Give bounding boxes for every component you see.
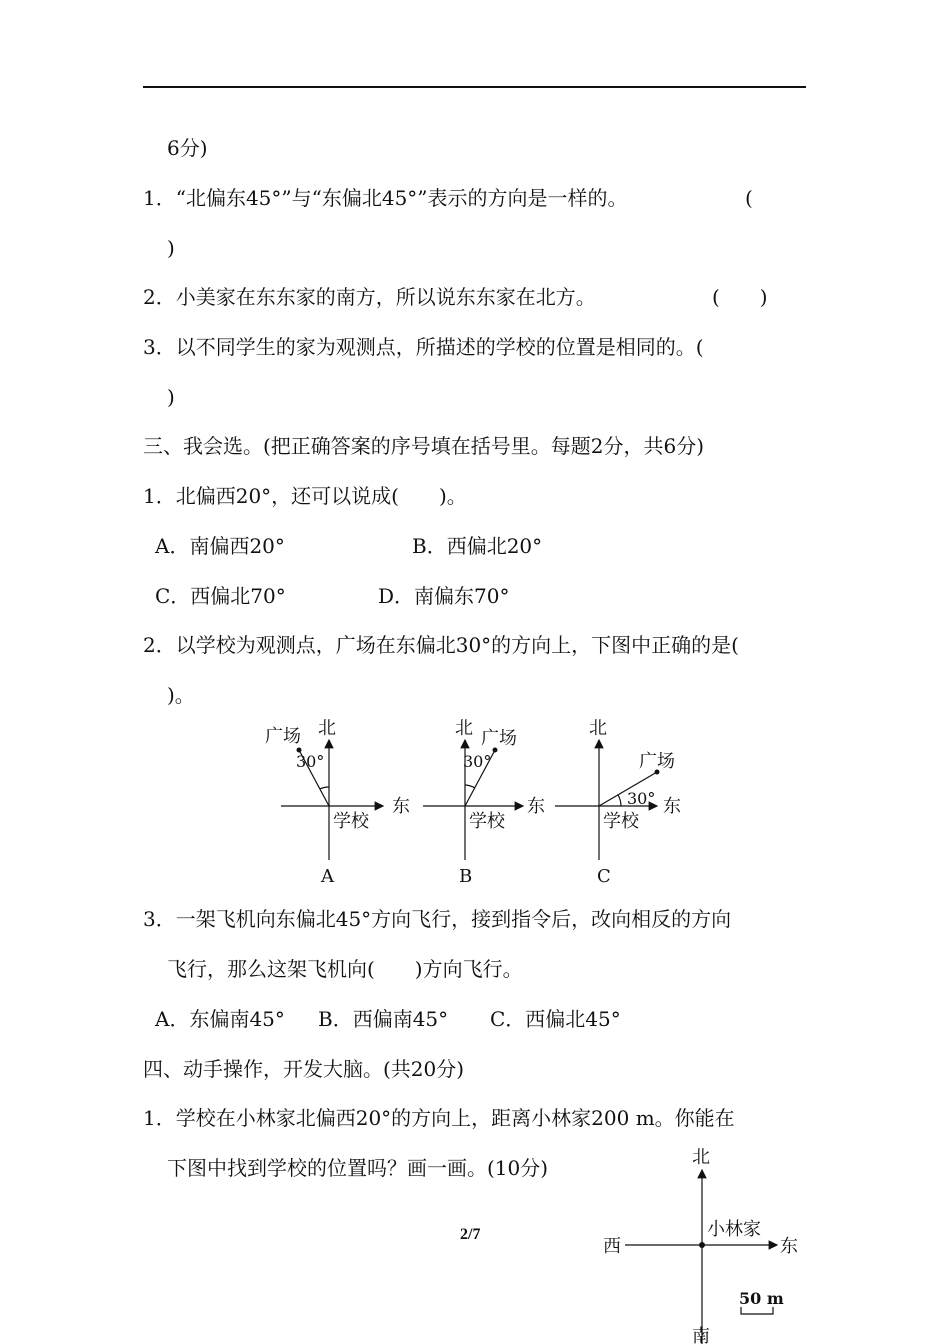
home-direction-map [595, 1140, 820, 1344]
diagram-b-north-label: 北 [455, 718, 473, 739]
map-south-label: 南 [692, 1326, 710, 1344]
diagram-a-square-label: 广场 [265, 726, 301, 747]
option-a: A．南偏西20° [155, 534, 285, 558]
option-c: C．西偏北70° [155, 584, 286, 608]
judge-question-1: 1．“北偏东45°”与“东偏北45°”表示的方向是一样的。 [143, 186, 628, 210]
diagram-b-angle-label: 30° [463, 752, 492, 771]
diagram-c-letter: C [597, 866, 611, 887]
choice-question-3-cont: 飞行，那么这架飞机向( )方向飞行。 [167, 957, 523, 981]
map-west-label: 西 [603, 1236, 621, 1257]
header-rule [143, 86, 806, 88]
choice-question-3: 3．一架飞机向东偏北45°方向飞行，接到指令后，改向相反的方向 [143, 907, 732, 931]
option-d: D．南偏东70° [378, 584, 510, 608]
drawing-question-1: 1．学校在小林家北偏西20°的方向上，距离小林家200 m。你能在 [143, 1106, 735, 1130]
diagram-c-angle-arc [618, 795, 621, 806]
home-label: 小林家 [707, 1219, 761, 1240]
diagram-c-square-label: 广场 [639, 751, 675, 772]
diagram-a-angle-arc [320, 787, 329, 789]
diagram-a-letter: A [321, 866, 334, 887]
diagram-c-school-label: 学校 [603, 811, 639, 832]
choice-question-2: 2．以学校为观测点，广场在东偏北30°的方向上，下图中正确的是( [143, 633, 739, 657]
option-b: B．西偏南45° [318, 1007, 449, 1031]
diagram-b-letter: B [459, 866, 473, 887]
section-three-heading: 三、我会选。(把正确答案的序号填在括号里。每题2分，共6分) [143, 434, 705, 458]
judge-question-2: 2．小美家在东东家的南方，所以说东东家在北方。 [143, 285, 596, 309]
diagram-a-north-label: 北 [318, 718, 336, 739]
answer-bracket-open: ( [745, 186, 753, 210]
diagram-c-north-label: 北 [589, 718, 607, 739]
answer-bracket-close: ) [167, 236, 175, 260]
direction-diagrams [255, 712, 695, 892]
map-east-label: 东 [780, 1236, 798, 1257]
diagram-a-school-label: 学校 [333, 811, 369, 832]
option-a: A．东偏南45° [155, 1007, 285, 1031]
drawing-question-1-cont: 下图中找到学校的位置吗？画一画。(10分) [167, 1156, 549, 1180]
option-c: C．西偏北45° [490, 1007, 621, 1031]
section-four-heading: 四、动手操作，开发大脑。(共20分) [143, 1057, 465, 1081]
diagram-b-east-label: 东 [527, 796, 545, 817]
continued-score: 6分) [167, 136, 208, 160]
answer-bracket-close: )。 [167, 683, 195, 707]
judge-question-3: 3．以不同学生的家为观测点，所描述的学校的位置是相同的。( [143, 335, 704, 359]
map-north-label: 北 [692, 1147, 710, 1168]
scale-bar [741, 1307, 773, 1314]
scale-label: 50 m [739, 1289, 784, 1308]
diagram-b-square-label: 广场 [481, 728, 517, 749]
answer-bracket-close: ) [167, 385, 175, 409]
home-point [699, 1242, 705, 1248]
diagram-a-east-label: 东 [392, 796, 410, 817]
option-b: B．西偏北20° [412, 534, 543, 558]
diagram-a-angle-label: 30° [296, 752, 325, 771]
diagram-b-school-label: 学校 [469, 811, 505, 832]
answer-bracket: ( ) [712, 285, 768, 309]
choice-question-1: 1．北偏西20°，还可以说成( )。 [143, 484, 467, 508]
diagram-b-angle-arc [465, 785, 475, 788]
page-number: 2/7 [460, 1226, 481, 1243]
diagram-c-angle-label: 30° [627, 789, 656, 808]
diagram-c-east-label: 东 [663, 796, 681, 817]
